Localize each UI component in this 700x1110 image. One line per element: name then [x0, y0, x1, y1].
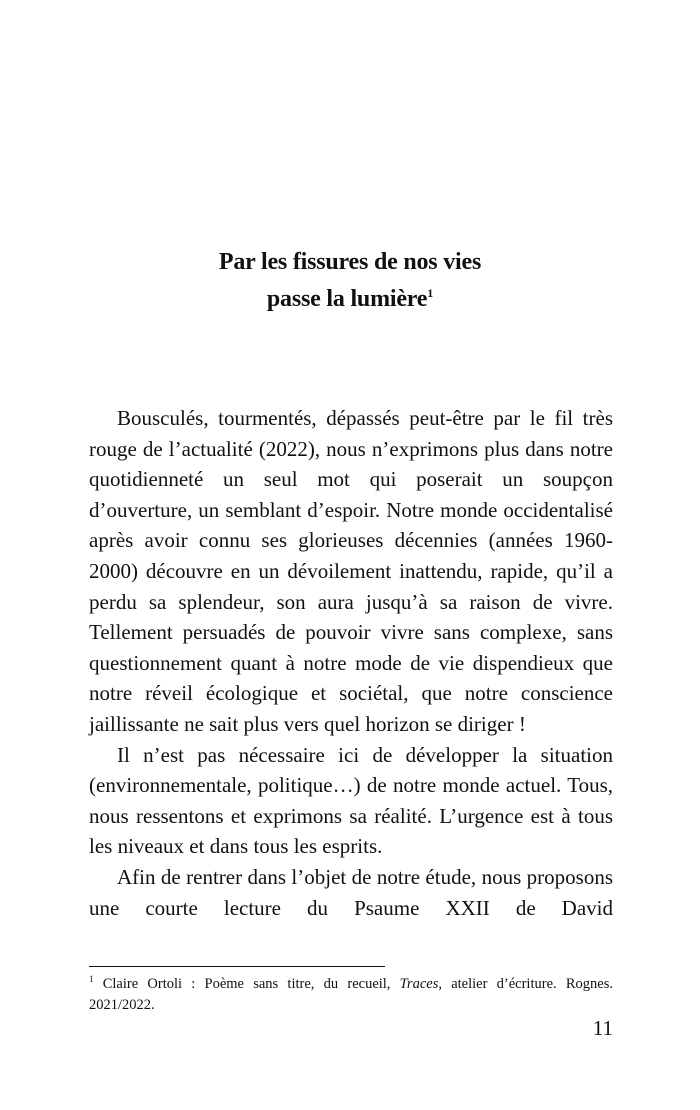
footnote — [89, 974, 613, 1016]
footnote-italic-title: Traces — [399, 976, 439, 992]
chapter-title-line-2-text: passe la lumière — [266, 286, 428, 312]
body-text — [89, 403, 613, 923]
page-number: 11 — [592, 1016, 613, 1040]
chapter-title-line-2 — [0, 281, 700, 318]
paragraph-3: Afin de rentrer dans l’objet de notre étude, nous proposons une courte lecture du Psaume XXII de David — [89, 864, 613, 920]
footnote-text-after: , atelier d’écriture. Rognes. 2021/2022. — [89, 976, 613, 1013]
chapter-title-line-1: Par les fissures de nos vies — [218, 249, 482, 275]
chapter-title — [0, 244, 700, 318]
paragraph-2: Il n’est pas nécessaire ici de développer la situation (environnementale, politique…) de notre monde actuel. Tous, nous ressentons et exprimons sa réalité. L’urgence est à tous les niveaux et dans tous les esprits. — [89, 742, 613, 859]
footnote-reference[interactable]: 1 — [427, 286, 434, 300]
paragraph-1: Bousculés, tourmentés, dépassés peut-être par le fil très rouge de l’actualité (2022), nous n’exprimons plus dans notre quotidienneté un seul mot qui poserait un soupçon d’ouverture, un semblant d’espoir. Notre monde occidentalisé après avoir connu ses glorieuses décennies (années 1960-2000) découvre en un dévoilement inattendu, rapide, qu’il a perdu sa splendeur, son aura jusqu’à sa raison de vivre. Tellement persuadés de pouvoir vivre sans complexe, sans questionnement quant à notre mode de vie dispendieux que notre réveil écologique et sociétal, que notre conscience jaillissante ne sait plus vers quel horizon se diriger ! — [89, 406, 613, 736]
footnote-text-before: Claire Ortoli : Poème sans titre, du recueil, — [93, 976, 400, 992]
footnote-separator — [89, 966, 385, 967]
footnote-marker: 1 — [89, 974, 94, 985]
